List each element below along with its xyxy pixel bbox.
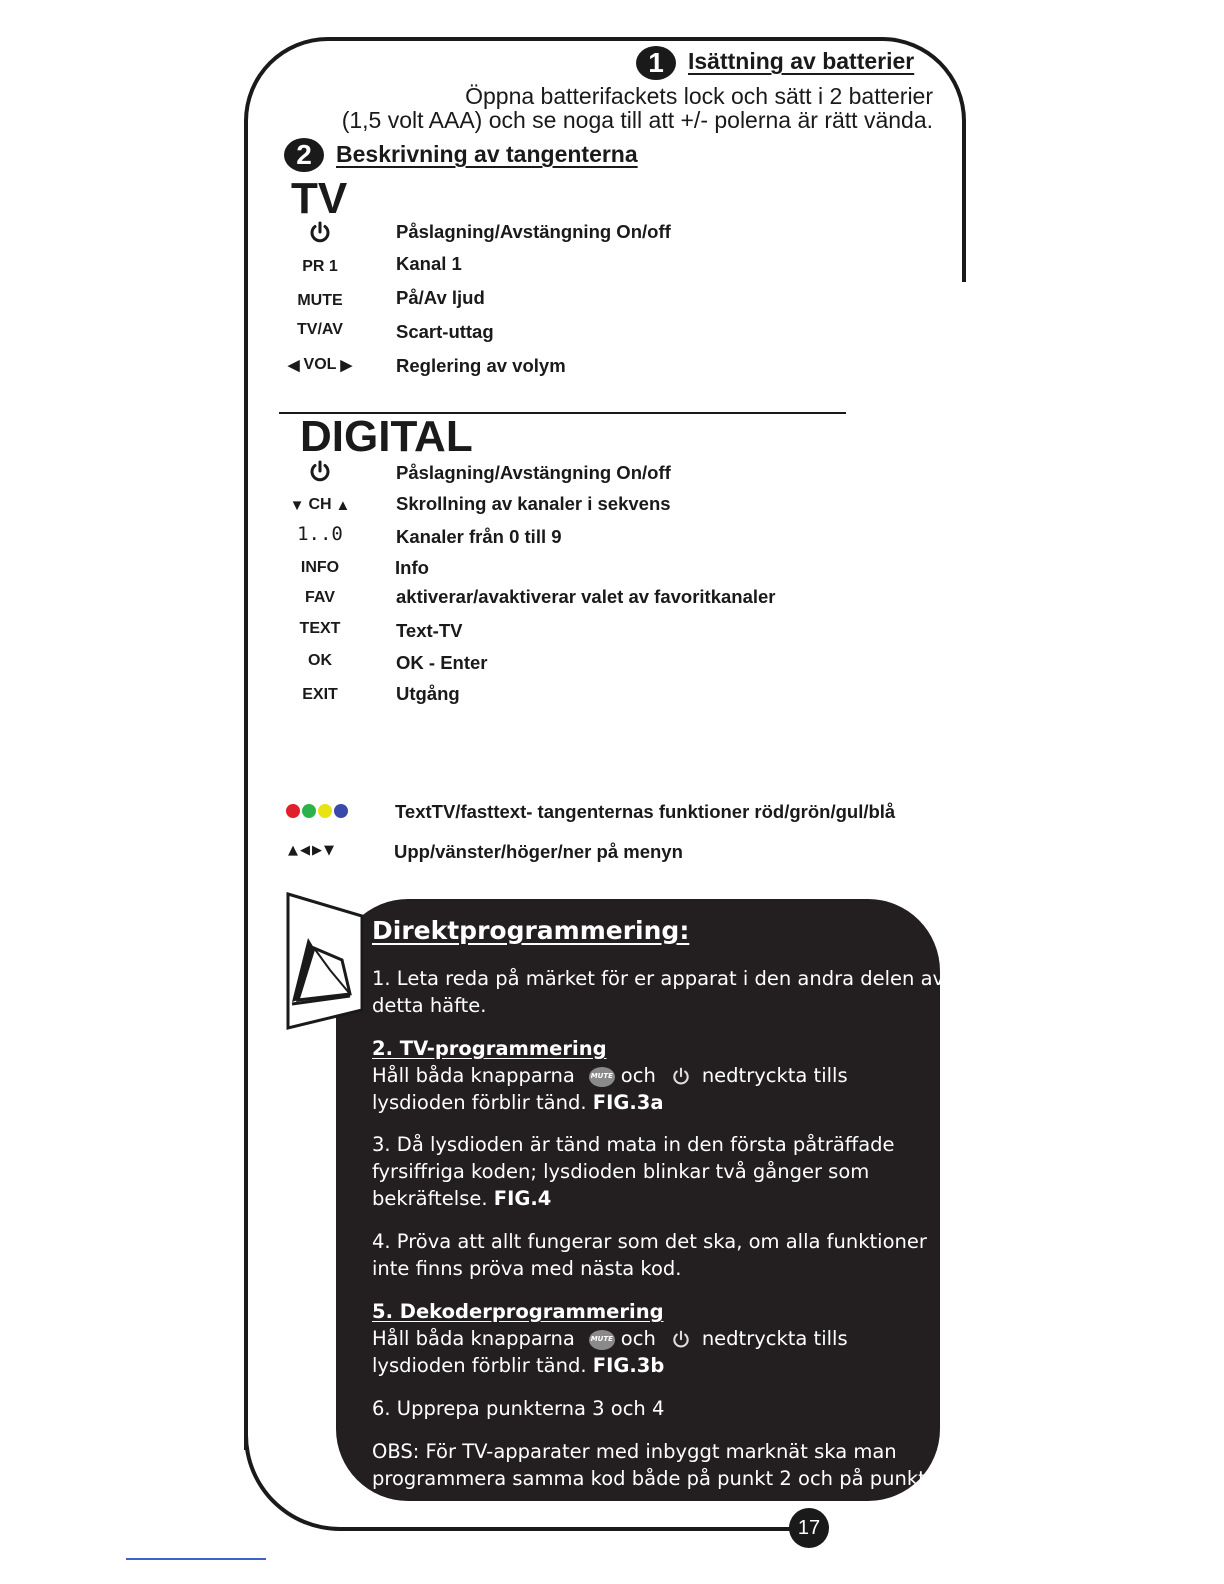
section-2-title: Beskrivning av tangenterna	[336, 141, 638, 167]
section-1-text-line-1: Öppna batterifackets lock och sätt i 2 batterier	[465, 83, 933, 109]
obs-note	[372, 1438, 951, 1492]
digital-exit-key: EXIT	[302, 686, 338, 703]
tv-tvav-key: TV/AV	[297, 321, 343, 338]
section-1-text-line-2: (1,5 volt AAA) och se noga till att +/- polerna är rätt vända.	[341, 107, 933, 133]
digital-text-desc: Text-TV	[396, 620, 463, 641]
triangle-up-icon: ▲	[335, 496, 351, 514]
vol-label: VOL	[303, 356, 337, 373]
digital-power-desc: Påslagning/Avstängning On/off	[396, 462, 671, 483]
arrow-keys-desc: Upp/vänster/höger/ner på menyn	[394, 841, 683, 862]
tv-pr1-key: PR 1	[302, 258, 338, 275]
tv-vol-key	[270, 355, 370, 375]
digital-info-key: INFO	[300, 559, 340, 576]
book-icon	[284, 890, 366, 1030]
ch-label: CH	[308, 496, 332, 513]
digital-exit-desc: Utgång	[396, 683, 460, 704]
step-2-line-1	[372, 1062, 848, 1089]
blue-dot-icon	[334, 804, 348, 818]
digital-fav-desc: aktiverar/avaktiverar valet av favoritkanaler	[396, 586, 776, 607]
red-dot-icon	[286, 804, 300, 818]
digital-ch-key	[270, 495, 370, 515]
digital-info-desc: Info	[395, 557, 429, 578]
step-1-line-2: detta häfte.	[372, 994, 487, 1017]
step-2-och: och	[620, 1064, 656, 1087]
direct-programming-title: Direktprogrammering:	[372, 916, 690, 945]
yellow-dot-icon	[318, 804, 332, 818]
tv-section-title: TV	[291, 174, 348, 223]
step-3-text: bekräftelse.	[372, 1187, 488, 1210]
tv-pr1-desc: Kanal 1	[396, 253, 462, 274]
green-dot-icon	[302, 804, 316, 818]
step-5-line-2	[372, 1352, 848, 1379]
step-1	[372, 965, 944, 1019]
power-button-icon	[670, 1066, 692, 1088]
step-2-text-a: Håll båda knapparna	[372, 1064, 575, 1087]
step-4	[372, 1228, 927, 1282]
digital-digits-key: 1..0	[297, 523, 343, 545]
obs-line-2: programmera samma kod både på punkt 2 och på punkt 5.	[372, 1467, 951, 1490]
step-5-text-b: nedtryckta tills	[701, 1327, 848, 1350]
tv-mute-desc: På/Av ljud	[396, 287, 485, 308]
power-icon	[308, 221, 332, 245]
step-1-line-1: 1. Leta reda på märket för er apparat i den andra delen av	[372, 967, 945, 990]
step-5-line-1	[372, 1325, 848, 1352]
step-5-text-c: lysdioden förblir tänd.	[372, 1354, 587, 1377]
step-5	[372, 1298, 848, 1379]
footer-rule	[126, 1558, 266, 1560]
digital-section-title: DIGITAL	[300, 412, 473, 461]
section-2-badge: 2	[284, 138, 324, 172]
step-5-fig: FIG.3b	[592, 1354, 665, 1377]
step-3-line-3	[372, 1185, 895, 1212]
tv-tvav-desc: Scart-uttag	[396, 321, 494, 342]
step-2-fig: FIG.3a	[592, 1091, 664, 1114]
step-3	[372, 1131, 895, 1212]
digital-text-key: TEXT	[299, 620, 341, 637]
digital-power-key	[270, 459, 370, 485]
step-5-och: och	[620, 1327, 656, 1350]
tv-power-desc: Påslagning/Avstängning On/off	[396, 221, 671, 242]
power-icon	[308, 460, 332, 484]
digital-fav-key: FAV	[305, 589, 335, 606]
step-2-line-2	[372, 1089, 848, 1116]
step-4-line-2: inte finns pröva med nästa kod.	[372, 1257, 682, 1280]
step-2-text-c: lysdioden förblir tänd.	[372, 1091, 587, 1114]
arrow-keys-icon: ▲◀▶▼	[288, 843, 336, 858]
tv-vol-desc: Reglering av volym	[396, 355, 566, 376]
digital-ch-desc: Skrollning av kanaler i sekvens	[396, 493, 671, 514]
step-6: 6. Upprepa punkterna 3 och 4	[372, 1397, 665, 1420]
triangle-down-icon: ▼	[289, 496, 305, 514]
tv-mute-key: MUTE	[297, 292, 343, 309]
mute-button-icon: MUTE	[589, 1067, 615, 1087]
step-2	[372, 1035, 848, 1116]
color-keys	[286, 804, 348, 818]
obs-line-1: OBS: För TV-apparater med inbyggt marknät ska man	[372, 1440, 897, 1463]
power-button-icon	[670, 1329, 692, 1351]
section-1-title: Isättning av batterier	[688, 48, 915, 74]
section-1-badge: 1	[636, 46, 676, 80]
digital-digits-desc: Kanaler från 0 till 9	[396, 526, 562, 547]
step-5-heading: 5. Dekoderprogrammering	[372, 1300, 664, 1323]
step-4-line-1: 4. Pröva att allt fungerar som det ska, om alla funktioner	[372, 1230, 927, 1253]
page-frame-left	[244, 380, 248, 1450]
digital-ok-desc: OK - Enter	[396, 652, 488, 673]
triangle-left-icon: ◀	[288, 357, 300, 374]
page-frame-bottom	[360, 1527, 800, 1531]
step-3-line-2: fyrsiffriga koden; lysdioden blinkar två gånger som	[372, 1160, 870, 1183]
triangle-right-icon: ▶	[340, 357, 352, 374]
step-2-text-b: nedtryckta tills	[701, 1064, 848, 1087]
tv-power-key	[270, 220, 370, 246]
step-3-fig: FIG.4	[493, 1187, 552, 1210]
page-number: 17	[789, 1508, 829, 1548]
step-5-text-a: Håll båda knapparna	[372, 1327, 575, 1350]
digital-ok-key: OK	[308, 652, 332, 669]
frame-gap	[960, 282, 980, 402]
color-keys-desc: TextTV/fasttext- tangenternas funktioner röd/grön/gul/blå	[395, 801, 896, 822]
step-3-line-1: 3. Då lysdioden är tänd mata in den första påträffade	[372, 1133, 895, 1156]
step-2-heading: 2. TV-programmering	[372, 1037, 607, 1060]
mute-button-icon: MUTE	[589, 1330, 615, 1350]
